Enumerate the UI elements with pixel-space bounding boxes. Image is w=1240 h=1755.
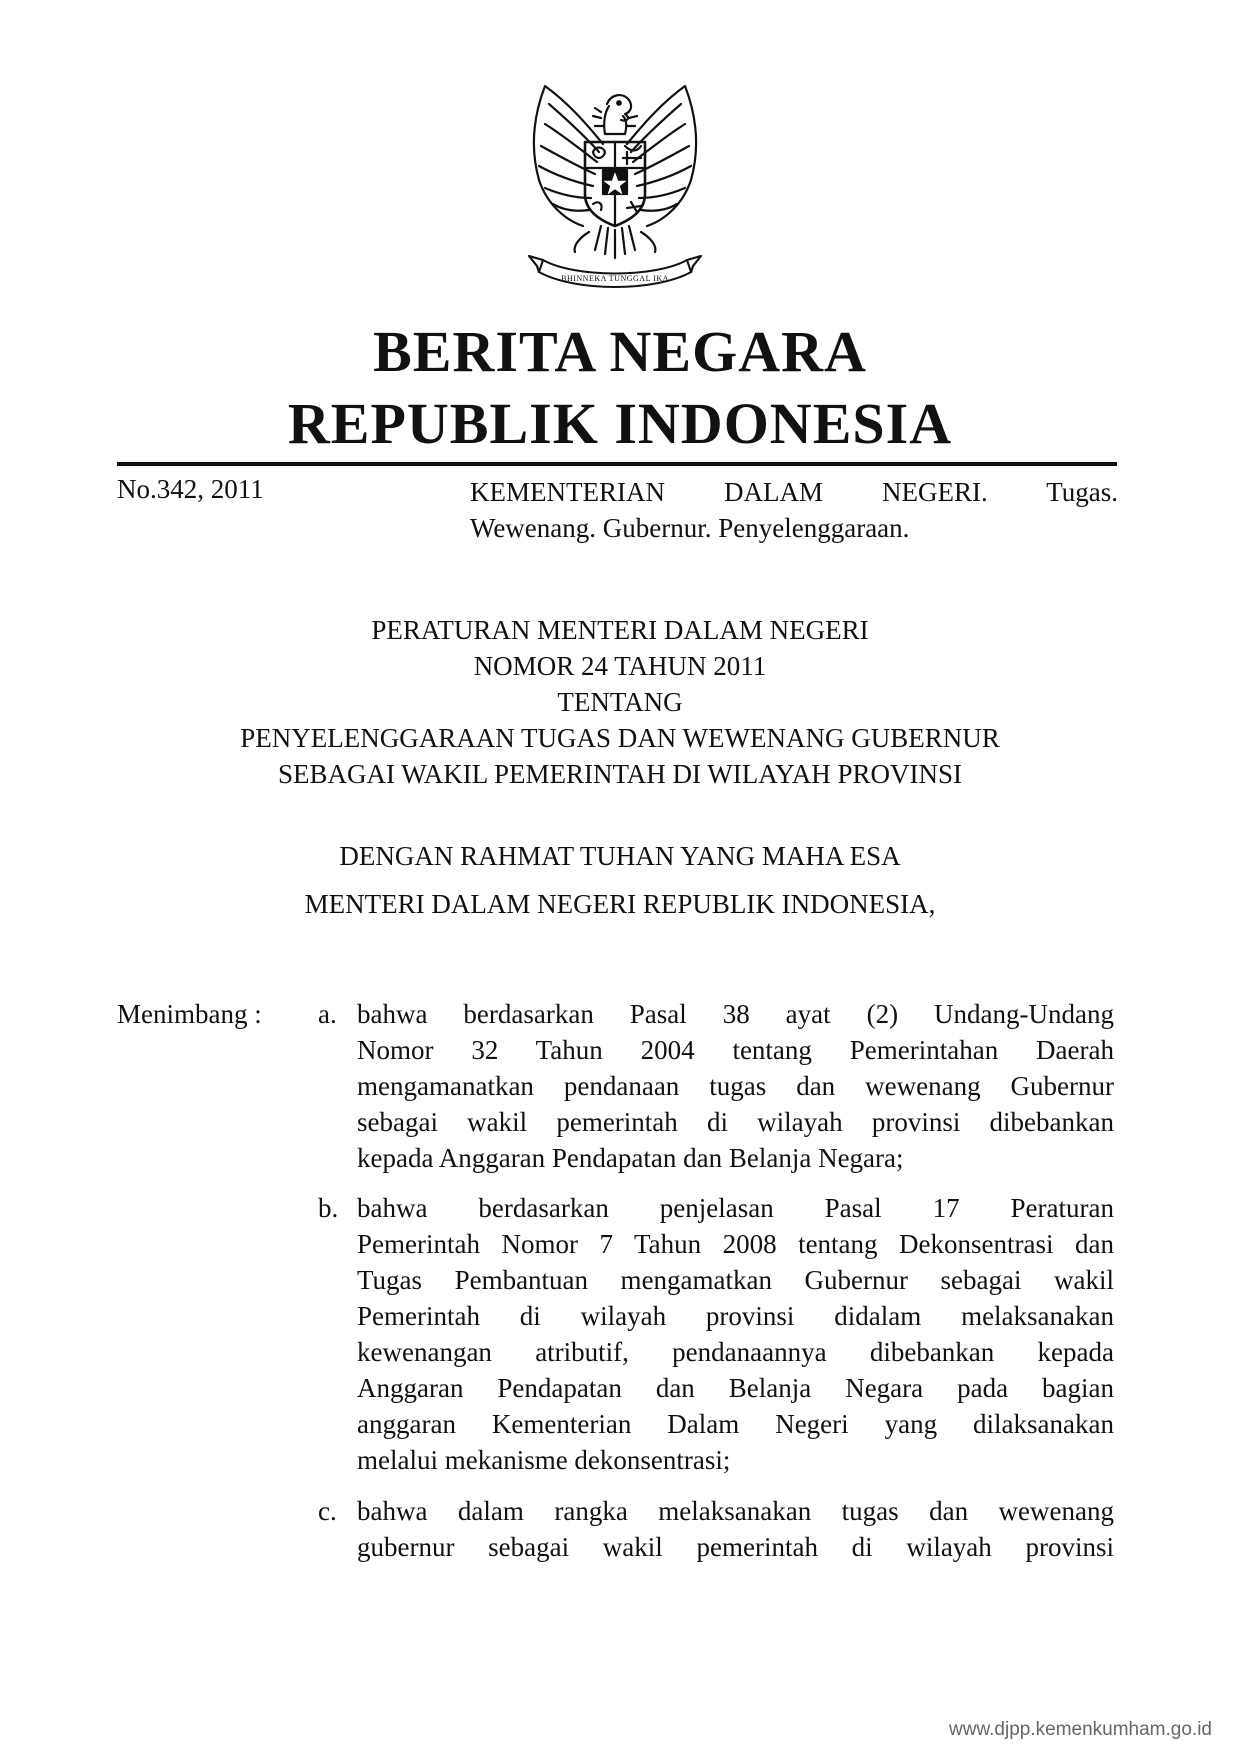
preamble-line: MENTERI DALAM NEGERI REPUBLIK INDONESIA,: [304, 889, 936, 919]
considering-item: [357, 996, 1114, 1176]
regulation-about: TENTANG: [557, 687, 683, 717]
item-line: melalui mekanisme dekonsentrasi;: [357, 1445, 731, 1475]
preamble: [0, 838, 1240, 922]
preamble-line: DENGAN RAHMAT TUHAN YANG MAHA ESA: [339, 841, 901, 871]
item-line: anggaran Kementerian Dalam Negeri yang dilaksanakan: [357, 1409, 1114, 1439]
issue-subject-line: KEMENTERIAN DALAM NEGERI. Tugas.: [470, 477, 1118, 507]
regulation-title-line: PERATURAN MENTERI DALAM NEGERI: [371, 615, 869, 645]
issue-subject: [470, 474, 1118, 546]
garuda-emblem-icon: [515, 82, 715, 294]
item-line: mengamanatkan pendanaan tugas dan wewenang Gubernur: [357, 1071, 1114, 1101]
masthead-subtitle: REPUBLIK INDONESIA: [287, 391, 953, 456]
footer-url: www.djpp.kemenkumham.go.id: [949, 1719, 1212, 1740]
item-line: Nomor 32 Tahun 2004 tentang Pemerintahan Daerah: [357, 1035, 1114, 1065]
svg-text:BHINNEKA TUNGGAL IKA: BHINNEKA TUNGGAL IKA: [561, 274, 669, 283]
item-line: Pemerintah Nomor 7 Tahun 2008 tentang Dekonsentrasi dan: [357, 1229, 1114, 1259]
masthead-divider: [117, 462, 1117, 466]
regulation-subject-line: SEBAGAI WAKIL PEMERINTAH DI WILAYAH PROVINSI: [277, 759, 963, 789]
item-line: kepada Anggaran Pendapatan dan Belanja Negara;: [357, 1143, 904, 1173]
considering-item: [357, 1190, 1114, 1478]
item-line: sebagai wakil pemerintah di wilayah provinsi dibebankan: [357, 1107, 1114, 1137]
regulation-number: NOMOR 24 TAHUN 2011: [473, 651, 767, 681]
item-line: Anggaran Pendapatan dan Belanja Negara pada bagian: [357, 1373, 1114, 1403]
item-letter: a.: [318, 999, 337, 1029]
item-line: bahwa dalam rangka melaksanakan tugas dan wewenang: [357, 1496, 1114, 1526]
item-line: gubernur sebagai wakil pemerintah di wilayah provinsi: [357, 1532, 1114, 1562]
regulation-subject-line: PENYELENGGARAAN TUGAS DAN WEWENANG GUBERNUR: [240, 723, 1000, 753]
item-letter: c.: [318, 1496, 337, 1526]
item-line: bahwa berdasarkan Pasal 38 ayat (2) Undang-Undang: [357, 999, 1114, 1029]
item-letter: b.: [318, 1193, 339, 1223]
item-line: bahwa berdasarkan penjelasan Pasal 17 Peraturan: [357, 1193, 1114, 1223]
considering-item: [357, 1493, 1114, 1565]
issue-number: No.342, 2011: [117, 474, 264, 504]
considering-label: Menimbang :: [117, 999, 262, 1029]
item-line: Tugas Pembantuan mengamatkan Gubernur sebagai wakil: [357, 1265, 1114, 1295]
item-line: Pemerintah di wilayah provinsi didalam melaksanakan: [357, 1301, 1114, 1331]
issue-subject-line: Wewenang. Gubernur. Penyelenggaraan.: [470, 513, 910, 543]
regulation-title: [0, 612, 1240, 792]
masthead-title: BERITA NEGARA: [373, 319, 867, 384]
item-line: kewenangan atributif, pendanaannya dibebankan kepada: [357, 1337, 1114, 1367]
